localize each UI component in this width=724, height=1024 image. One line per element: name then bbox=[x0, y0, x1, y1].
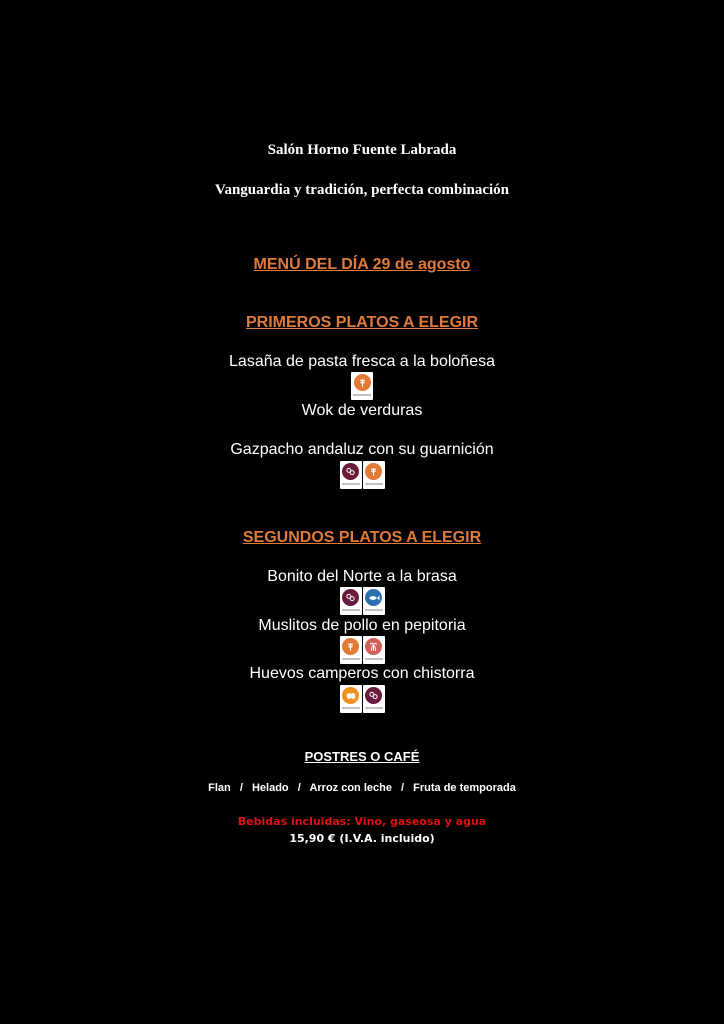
dessert-separator: / bbox=[239, 782, 243, 794]
dish-bonito: Bonito del Norte a la brasa bbox=[267, 568, 457, 585]
dish-lasana: Lasaña de pasta fresca a la boloñesa bbox=[229, 353, 495, 370]
allergen-row-huevos bbox=[0, 685, 724, 713]
sulphites-icon bbox=[363, 685, 385, 713]
wheat-icon bbox=[351, 372, 373, 400]
fish-icon bbox=[363, 587, 385, 615]
allergen-row-muslitos bbox=[0, 636, 724, 664]
segundos-heading: SEGUNDOS PLATOS A ELEGIR bbox=[242, 529, 482, 546]
allergen-row-gazpacho bbox=[0, 461, 724, 489]
dessert-list bbox=[0, 782, 724, 794]
celery-icon bbox=[363, 636, 385, 664]
sulphites-icon bbox=[340, 587, 362, 615]
postres-heading: POSTRES O CAFÉ bbox=[304, 749, 420, 764]
egg-icon bbox=[340, 685, 362, 713]
menu-date-heading: MENÚ DEL DÍA 29 de agosto bbox=[253, 256, 471, 273]
primeros-heading: PRIMEROS PLATOS A ELEGIR bbox=[245, 314, 479, 331]
dessert-item: Helado bbox=[251, 782, 289, 794]
menu-price: 15,90 € (I.V.A. incluido) bbox=[289, 832, 435, 845]
dessert-separator: / bbox=[401, 782, 405, 794]
wheat-icon bbox=[363, 461, 385, 489]
dish-wok: Wok de verduras bbox=[301, 402, 423, 419]
sulphites-icon bbox=[340, 461, 362, 489]
dessert-item: Arroz con leche bbox=[309, 782, 392, 794]
restaurant-title: Salón Horno Fuente Labrada bbox=[267, 142, 457, 158]
drinks-included: Bebidas incluidas: Vino, gaseosa y agua bbox=[237, 815, 487, 828]
dish-huevos: Huevos camperos con chistorra bbox=[249, 665, 475, 682]
dish-gazpacho: Gazpacho andaluz con su guarnición bbox=[230, 441, 494, 458]
wheat-icon bbox=[340, 636, 362, 664]
dessert-item: Fruta de temporada bbox=[413, 782, 516, 794]
allergen-row-lasana bbox=[0, 372, 724, 400]
dessert-item: Flan bbox=[208, 782, 231, 794]
dessert-separator: / bbox=[297, 782, 301, 794]
dish-muslitos: Muslitos de pollo en pepitoria bbox=[258, 617, 466, 634]
allergen-row-bonito bbox=[0, 587, 724, 615]
restaurant-tagline: Vanguardia y tradición, perfecta combinación bbox=[214, 182, 510, 198]
